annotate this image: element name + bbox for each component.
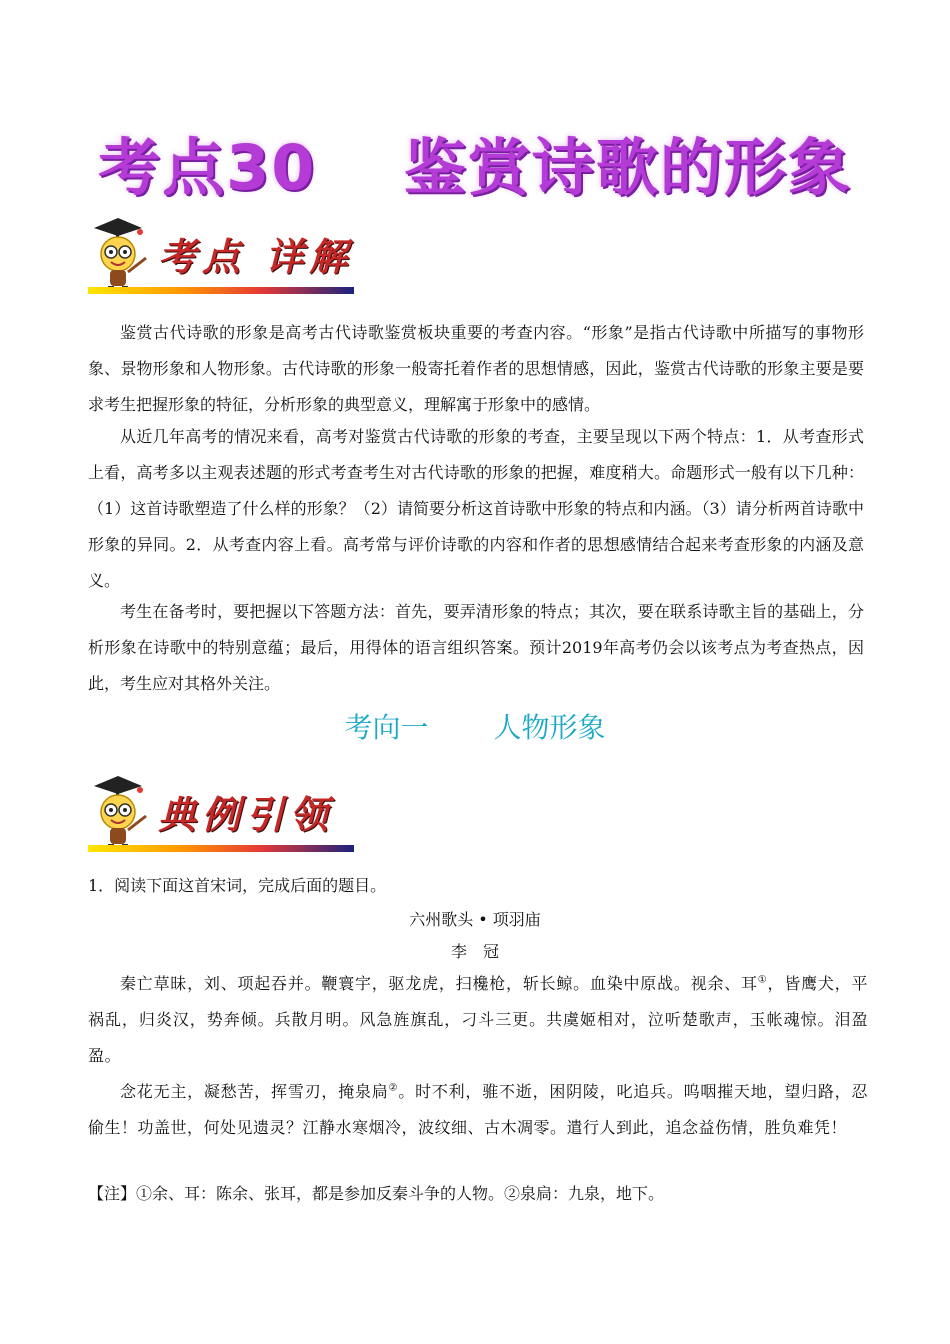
poem-stanza-2 <box>88 1074 868 1146</box>
banner-label: 考点 详解 <box>158 235 354 279</box>
detail-banner <box>88 214 354 294</box>
banner-underline <box>88 287 354 294</box>
mascot-scholar-icon <box>88 772 150 852</box>
footnote-marker: ① <box>757 974 768 986</box>
footnote-marker: ② <box>388 1082 399 1094</box>
question-stem: 1．阅读下面这首宋词，完成后面的题目。 <box>88 876 387 895</box>
section-number: 考向一 <box>344 711 429 744</box>
intro-paragraph-3: 考生在备考时，要把握以下答题方法：首先，要弄清形象的特点；其次，要在联系诗歌主旨的基础上，分析形象在诗歌中的特别意蕴；最后，用得体的语言组织答案。预计2019年高考仍会以该考点为考查热点，因此，考生应对其格外关注。 <box>88 602 864 693</box>
section-heading <box>0 706 950 746</box>
intro-paragraph-1: 鉴赏古代诗歌的形象是高考古代诗歌鉴赏板块重要的考查内容。“形象”是指古代诗歌中所描写的事物形象、景物形象和人物形象。古代诗歌的形象一般寄托着作者的思想情感，因此，鉴赏古代诗歌的形象主要是要求考生把握形象的特征，分析形象的典型意义，理解寓于形象中的感情。 <box>88 323 864 414</box>
poem-title: 六州歌头 • 项羽庙 <box>409 910 541 929</box>
intro-paragraph-2: 从近几年高考的情况来看，高考对鉴赏古代诗歌的形象的考查，主要呈现以下两个特点：1．从考查形式上看，高考多以主观表述题的形式考查考生对古代诗歌的形象的把握，难度稍大。命题形式一般有以下几种：（1）这首诗歌塑造了什么样的形象？（2）请简要分析这首诗歌中形象的特点和内涵。（3）请分析两首诗歌中形象的异同。2．从考查内容上看。高考常与评价诗歌的内容和作者的思想感情结合起来考查形象的内涵及意义。 <box>88 427 864 590</box>
banner-label: 典例引领 <box>158 793 335 837</box>
poem-text: 秦亡草昧，刘、项起吞并。鞭寰宇，驱龙虎，扫欃枪，斩长鲸。血染中原战。视余、耳 <box>120 974 758 993</box>
banner-underline <box>88 845 354 852</box>
example-banner <box>88 772 354 852</box>
poem-text: ，皆鹰犬，平祸乱，归炎汉，势奔倾。兵散月明。风急旌旗乱，刁斗三更。共虞姬相对，泣听楚歌声，玉帐魂惊。泪盈盈。 <box>88 974 868 1065</box>
poem-text: 念花无主，凝愁苦，挥雪刃，掩泉扃 <box>120 1082 389 1101</box>
poem-author: 李 冠 <box>450 942 499 961</box>
section-title: 人物形象 <box>493 711 606 744</box>
poem-stanza-1 <box>88 966 868 1074</box>
page-title: 考点30 鉴赏诗歌的形象 <box>98 131 852 204</box>
footnote: 【注】①余、耳：陈余、张耳，都是参加反秦斗争的人物。②泉扃：九泉，地下。 <box>88 1184 665 1203</box>
poem-text: 。时不利，骓不逝，困阴陵，叱追兵。呜咽摧天地，望归路，忍偷生！功盖世，何处见遗灵？江静水寒烟冷，波纹细、古木凋零。遣行人到此，追念益伤情，胜负难凭！ <box>88 1082 868 1137</box>
mascot-scholar-icon <box>88 214 150 294</box>
